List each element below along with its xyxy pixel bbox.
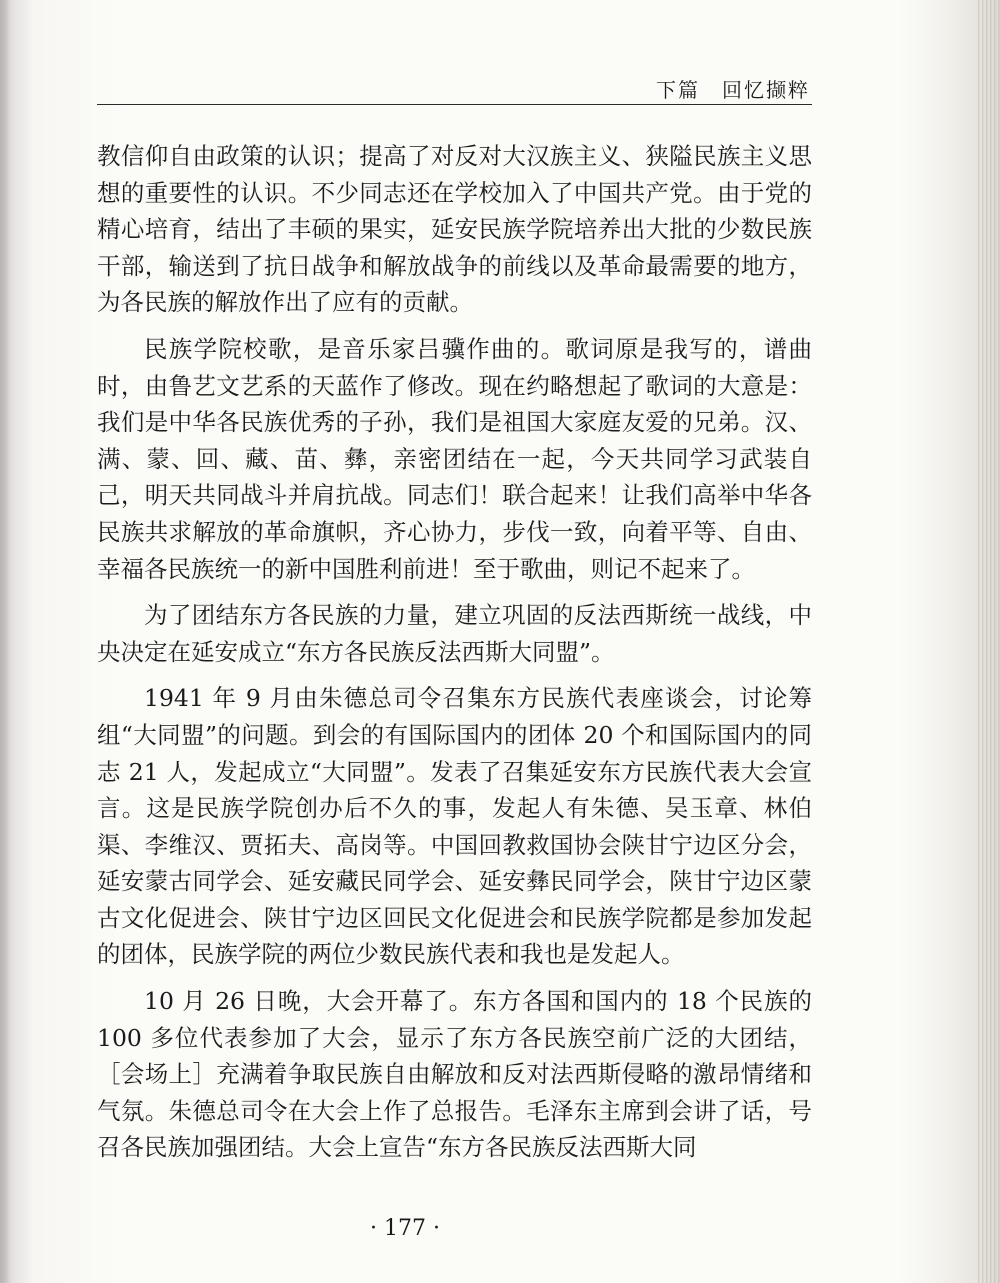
paragraph-5: 10 月 26 日晚，大会开幕了。东方各国和国内的 18 个民族的 100 多位代表参加了大会，显示了东方各民族空前广泛的大团结，［会场上］充满着争取民族自由解放和反对法西斯侵略的激昂情绪和气氛。朱德总司令在大会上作了总报告。毛泽东主席到会讲了话，号召各民族加强团结。大会上宣告“东方各民族反法西斯大同 bbox=[97, 987, 812, 1162]
paragraph-4: 1941 年 9 月由朱德总司令召集东方民族代表座谈会，讨论筹组“大同盟”的问题。到会的有国际国内的团体 20 个和国际国内的同志 21 人，发起成立“大同盟”。发表了召集延安东方民族代表大会宣言。这是民族学院创办后不久的事，发起人有朱德、吴玉章、林伯渠、李维汉、贾拓夫、高岗等。中国回教救国协会陕甘宁边区分会，延安蒙古同学会、延安藏民同学会、延安彝民同学会，陕甘宁边区蒙古文化促进会、陕甘宁边区回民文化促进会和民族学院都是参加发起的团体，民族学院的两位少数民族代表和我也是发起人。 bbox=[97, 684, 812, 969]
paragraph-2: 民族学院校歌，是音乐家吕骥作曲的。歌词原是我写的，谱曲时，由鲁艺文艺系的天蓝作了修改。现在约略想起了歌词的大意是：我们是中华各民族优秀的子孙，我们是祖国大家庭友爱的兄弟。汉、满、蒙、回、藏、苗、彝，亲密团结在一起，今天共同学习武装自己，明天共同战斗并肩抗战。同志们！联合起来！让我们高举中华各民族共求解放的革命旗帜，齐心协力，步伐一致，向着平等、自由、幸福各民族统一的新中国胜利前进！至于歌曲，则记不起来了。 bbox=[97, 334, 812, 583]
paragraph-1: 教信仰自由政策的认识；提高了对反对大汉族主义、狭隘民族主义思想的重要性的认识。不少同志还在学校加入了中国共产党。由于党的精心培育，结出了丰硕的果实，延安民族学院培养出大批的少数民族干部，输送到了抗日战争和解放战争的前线以及革命最需要的地方，为各民族的解放作出了应有的贡献。 bbox=[97, 142, 812, 317]
running-head-part: 下篇 bbox=[656, 78, 700, 102]
running-head-section: 回忆撷粹 bbox=[722, 78, 810, 102]
page-number: · 177 · bbox=[370, 1216, 440, 1241]
body-text bbox=[97, 138, 812, 1176]
running-head bbox=[656, 74, 810, 103]
paragraph-3: 为了团结东方各民族的力量，建立巩固的反法西斯统一战线，中央决定在延安成立“东方各民族反法西斯大同盟”。 bbox=[97, 601, 812, 666]
header-rule bbox=[97, 104, 812, 105]
